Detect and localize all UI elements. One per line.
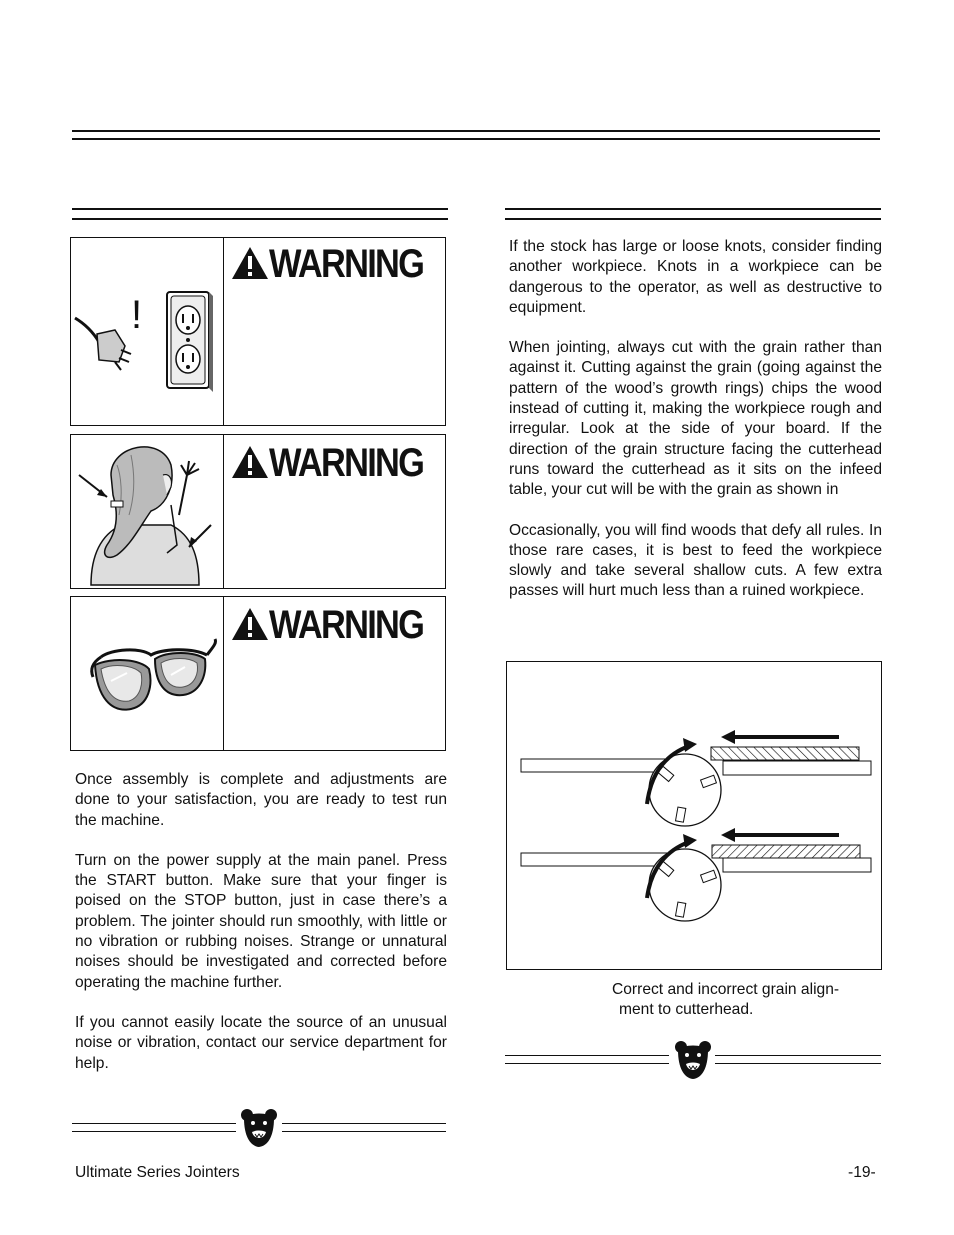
paragraph-power-on: Turn on the power supply at the main panel. Press the START button. Make sure that your finger is poised on the STOP button, just in case there’s a problem. The jointer should run smoothly, with little or no vibration or rubbing noises. Strange or unnatural noises should be investigated and corrected before operating the machine further. <box>75 851 447 991</box>
right-section-rule-1 <box>505 208 881 210</box>
warning-box-safety-glasses <box>70 596 446 751</box>
footer-title: Ultimate Series Jointers <box>75 1164 240 1181</box>
divider-line <box>505 1055 669 1056</box>
warning-label: WARNING <box>269 603 424 647</box>
figure-caption-line-1: Correct and incorrect grain align- <box>612 981 840 998</box>
figure-caption <box>612 980 882 1021</box>
paragraph-service: If you cannot easily locate the source of an unusual noise or vibration, contact our service department for help. <box>75 1013 447 1072</box>
person-tied-hair-icon <box>71 435 224 588</box>
divider-line <box>715 1063 881 1064</box>
bear-logo-icon <box>674 1040 712 1080</box>
divider-line <box>282 1123 446 1124</box>
warning-triangle-icon <box>231 246 269 280</box>
warning-label: WARNING <box>269 441 424 485</box>
grain-alignment-figure <box>506 661 882 970</box>
warning-header <box>231 242 443 286</box>
divider-line <box>715 1055 881 1056</box>
paragraph-knots: If the stock has large or loose knots, consider finding another workpiece. Knots in a workpiece can be dangerous to the operator, as well as destructive to equipment. <box>509 238 882 316</box>
right-section-rule-2 <box>505 218 881 220</box>
warning-label: WARNING <box>269 242 424 286</box>
paragraph-defy-rules: Occasionally, you will find woods that defy all rules. In those rare cases, it is best to feed the workpiece slowly and take several shallow cuts. A few extra passes will hurt much less than a ruined workpiece. <box>509 521 882 600</box>
divider-line <box>72 1131 236 1132</box>
left-column-text <box>75 770 447 1074</box>
warning-header <box>231 603 443 647</box>
header-rule-bottom <box>72 138 880 140</box>
bear-logo-icon <box>240 1108 278 1148</box>
page-number: -19- <box>848 1164 876 1181</box>
warning-header <box>231 441 443 485</box>
warning-triangle-icon <box>231 445 269 479</box>
paragraph-grain: When jointing, always cut with the grain rather than against it. Cutting against the grain (going against the pattern of the wood’s growth rings) chips the wood instead of cutting it, making the workpiece rough and irregular. Look at the side of your board. If the direction of the grain structure facing the cutterhead runs toward the cutterhead as it sits on the infeed table, your cut will be with the grain as shown in <box>509 339 882 499</box>
warning-box-disconnect-power <box>70 237 446 426</box>
paragraph-test-run: Once assembly is complete and adjustments are done to your satisfaction, you are ready to test run the machine. <box>75 771 447 829</box>
figure-caption-line-2: ment to cutterhead. <box>619 1001 754 1019</box>
power-plug-icon <box>71 238 224 425</box>
left-section-rule-1 <box>72 208 448 210</box>
right-column-text <box>509 237 882 602</box>
divider-line <box>282 1131 446 1132</box>
warning-triangle-icon <box>231 607 269 641</box>
left-section-rule-2 <box>72 218 448 220</box>
svg-text:!: ! <box>131 293 143 337</box>
divider-line <box>505 1063 669 1064</box>
cutterhead-diagram <box>507 662 880 968</box>
header-rule-top <box>72 130 880 132</box>
safety-glasses-icon <box>71 597 224 750</box>
warning-box-tie-back-hair <box>70 434 446 589</box>
divider-line <box>72 1123 236 1124</box>
